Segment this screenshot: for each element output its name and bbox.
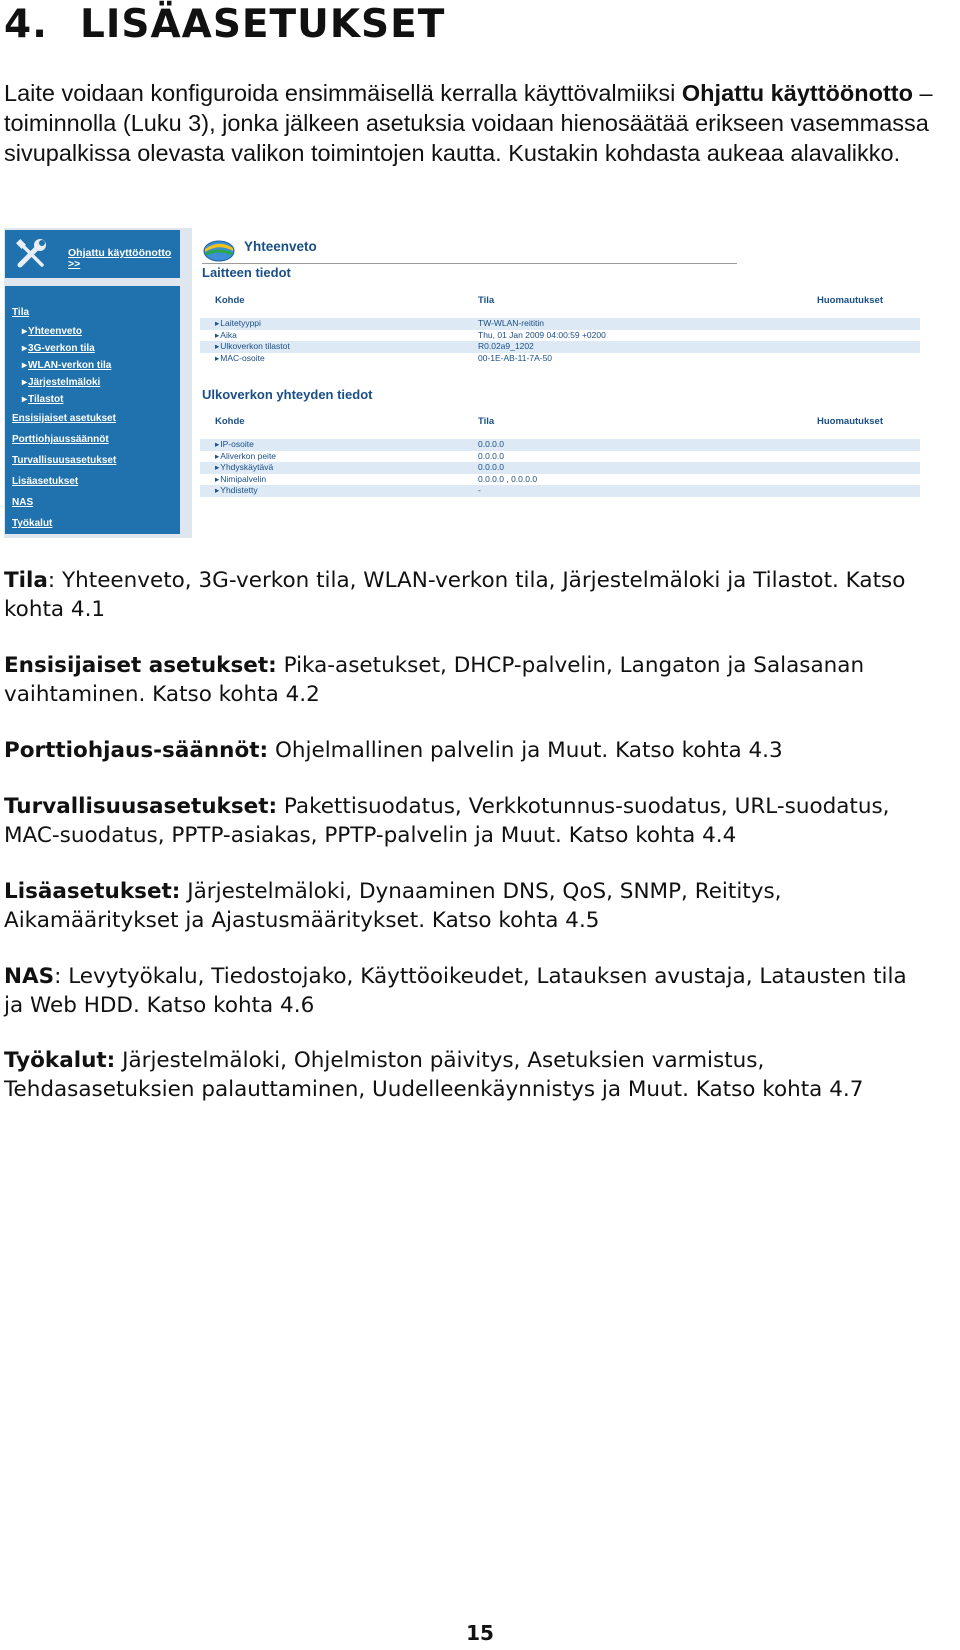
sidebar-item[interactable]: Työkalut [12, 518, 53, 529]
paragraph-text: : Levytyökalu, Tiedostojako, Käyttöoikeudet, Latauksen avustaja, Latausten tila ja Web HDD. Katso kohta 4.6 [4, 964, 907, 1018]
paragraph-tyokalut [4, 1046, 924, 1104]
table-cell-item[interactable]: ▸ Yhdyskäytävä [215, 462, 273, 474]
table-cell-item[interactable]: ▸ Ulkoverkon tilastot [215, 341, 290, 353]
paragraph-porttiohjaus [4, 736, 924, 765]
table-cell-item[interactable]: ▸ Yhdistetty [215, 485, 258, 497]
router-sidebar [4, 228, 192, 538]
device-info-table [200, 290, 920, 364]
sidebar-header [5, 230, 180, 278]
paragraph-text: Järjestelmäloki, Ohjelmiston päivitys, Asetuksien varmistus, Tehdasasetuksien palauttaminen, Uudelleenkäynnistys ja Muut. Katso kohta 4.7 [4, 1048, 864, 1102]
device-info-title: Laitteen tiedot [202, 265, 291, 280]
col-header-item: Kohde [215, 295, 245, 306]
content-header [202, 234, 737, 264]
col-header-notes: Huomautukset [817, 295, 883, 306]
paragraph-label: Porttiohjaus-säännöt: [4, 738, 269, 763]
intro-paragraph [4, 78, 934, 168]
sidebar-item[interactable]: ▸ WLAN-verkon tila [12, 357, 177, 374]
paragraph-text: Pika-asetukset, DHCP-palvelin, Langaton ja Salasanan vaihtaminen. Katso kohta 4.2 [4, 653, 865, 707]
intro-text-1: Laite voidaan konfiguroida ensimmäisellä kerralla käyttövalmiiksi [4, 80, 682, 106]
paragraph-nas [4, 962, 924, 1020]
table-cell-status: 0.0.0.0 , 0.0.0.0 [478, 473, 538, 484]
paragraph-lisaasetukset [4, 877, 924, 935]
table-cell-status: 0.0.0.0 [478, 439, 504, 449]
sidebar-item[interactable]: Lisäasetukset [12, 476, 79, 487]
paragraph-text: Ohjelmallinen palvelin ja Muut. Katso kohta 4.3 [268, 738, 783, 763]
sidebar-item[interactable]: ▸ Yhteenveto [12, 323, 177, 340]
wan-info-table [200, 411, 920, 497]
table-row [200, 462, 920, 474]
page-number: 15 [466, 1621, 494, 1645]
page-title: Yhteenveto [244, 239, 317, 254]
table-cell-status: 0.0.0.0 [478, 462, 504, 472]
paragraph-label: Lisäasetukset: [4, 879, 181, 904]
table-cell-status: R0.02a9_1202 [478, 341, 534, 351]
table-cell-status: 00-1E-AB-11-7A-50 [478, 352, 553, 363]
sidebar-item[interactable]: ▸ 3G-verkon tila [12, 340, 177, 357]
globe-icon [202, 236, 236, 262]
router-ui-screenshot [4, 228, 928, 538]
table-cell-status: 0.0.0.0 [478, 450, 504, 461]
wan-info-title: Ulkoverkon yhteyden tiedot [202, 387, 373, 402]
sidebar-item[interactable]: Ensisijaiset asetukset [12, 413, 116, 424]
table-row [200, 330, 920, 342]
table-cell-item[interactable]: ▸ Laitetyyppi [215, 318, 261, 330]
section-heading [4, 2, 445, 47]
header-divider [202, 263, 737, 264]
paragraph-text: : Yhteenveto, 3G-verkon tila, WLAN-verkon tila, Järjestelmäloki ja Tilastot. Katso kohta 4.1 [4, 568, 906, 622]
table-cell-item[interactable]: ▸ Aika [215, 330, 237, 342]
table-header [200, 411, 920, 433]
table-cell-status: TW-WLAN-reititin [478, 318, 544, 328]
table-cell-item[interactable]: ▸ MAC-osoite [215, 353, 265, 365]
router-content [200, 228, 928, 538]
table-row [200, 451, 920, 463]
intro-bold-term: Ohjattu käyttöönotto [681, 80, 913, 106]
paragraph-tila [4, 566, 924, 624]
col-header-status: Tila [478, 416, 495, 427]
table-cell-item[interactable]: ▸ Aliverkon peite [215, 451, 276, 463]
table-row [200, 474, 920, 486]
sidebar-item[interactable]: ▸ Tilastot [12, 391, 177, 408]
col-header-item: Kohde [215, 416, 245, 427]
col-header-notes: Huomautukset [817, 416, 883, 427]
paragraph-text: Pakettisuodatus, Verkkotunnus-suodatus, URL-suodatus, MAC-suodatus, PPTP-asiakas, PPTP-palvelin ja Muut. Katso kohta 4.4 [4, 794, 890, 848]
table-row [200, 439, 920, 451]
section-title: LISÄASETUKSET [80, 2, 446, 47]
table-body [200, 439, 920, 497]
paragraph-text: Järjestelmäloki, Dynaaminen DNS, QoS, SNMP, Reititys, Aikamääritykset ja Ajastusmääritykset. Katso kohta 4.5 [4, 879, 782, 933]
paragraph-label: NAS [4, 964, 55, 989]
paragraph-label: Tila [4, 568, 48, 593]
col-header-status: Tila [478, 295, 495, 306]
sidebar-item[interactable]: ▸ Järjestelmäloki [12, 374, 177, 391]
paragraph-label: Turvallisuusasetukset: [4, 794, 278, 819]
sidebar-item[interactable]: Porttiohjaussäännöt [12, 434, 109, 445]
table-header [200, 290, 920, 312]
paragraph-label: Työkalut: [4, 1048, 116, 1073]
section-number: 4. [4, 2, 48, 47]
wizard-link[interactable]: Ohjattu käyttöönotto >> [68, 247, 172, 270]
table-row [200, 341, 920, 353]
table-row [200, 318, 920, 330]
intro-text-2: –toiminnolla (Luku 3), jonka jälkeen asetuksia voidaan hienosäätää erikseen vasemmassa sivupalkissa olevasta valikon toimintojen kautta. Kustakin kohdasta aukeaa alavalikko. [4, 80, 933, 166]
paragraph-turvallisuus [4, 792, 934, 850]
table-cell-item[interactable]: ▸ IP-osoite [215, 439, 254, 451]
table-row [200, 353, 920, 365]
sidebar-menu [12, 303, 177, 534]
sidebar-item[interactable]: Turvallisuusasetukset [12, 455, 117, 466]
table-cell-status: - [478, 485, 481, 495]
sidebar-item[interactable]: NAS [12, 497, 34, 508]
paragraph-label: Ensisijaiset asetukset: [4, 653, 277, 678]
table-body [200, 318, 920, 364]
table-cell-item[interactable]: ▸ Nimipalvelin [215, 474, 266, 486]
sidebar-item[interactable]: Tila [12, 307, 30, 318]
table-row [200, 485, 920, 497]
table-cell-status: Thu, 01 Jan 2009 04:00:59 +0200 [478, 329, 606, 340]
paragraph-ensisijaiset [4, 651, 924, 709]
tools-icon [13, 236, 49, 272]
